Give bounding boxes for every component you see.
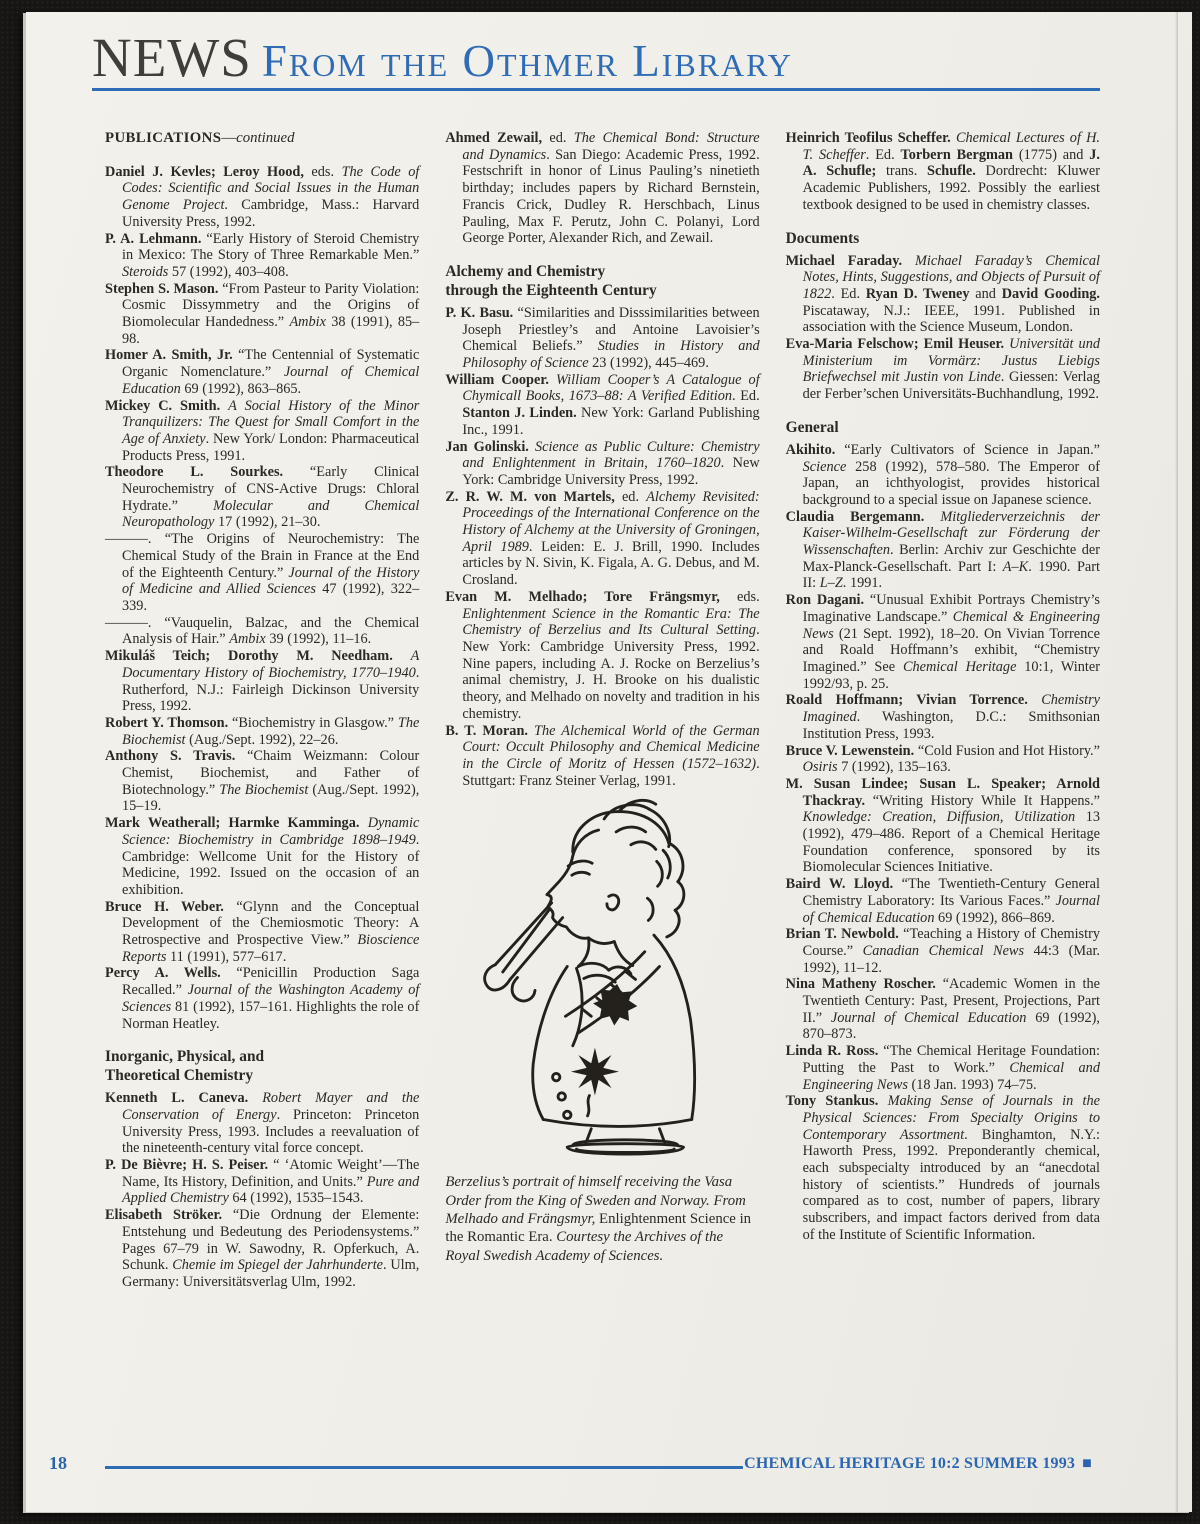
text-segment: Chemistry Imagined (802, 692, 1100, 726)
text-segment: Bruce V. Lewenstein. (785, 742, 915, 759)
text-segment: Jan Golinski. (445, 438, 529, 455)
text-segment: “From Pasteur to Parity Violation: Cosmic Dissymmetry and the Origins of Biomolecular Handedness.” (122, 280, 420, 331)
text-segment: Science as Public Culture: Chemistry and Enlightenment in Britain, 1760–1820 (462, 438, 760, 472)
text-segment: 69 (1992), 870–873. (802, 1009, 1100, 1043)
text-segment: 7 (1992), 135–163. (837, 759, 951, 776)
text-segment: Theodore L. Sourkes. (105, 464, 284, 481)
bibliography-entry (445, 723, 759, 790)
text-segment: 39 (1992), 11–16. (265, 631, 372, 648)
bibliography-columns (26, 130, 1192, 1291)
text-segment: . Ed. (831, 285, 866, 302)
text-segment: Baird W. Lloyd. (785, 876, 894, 893)
text-segment: The Biochemist (122, 714, 420, 748)
bibliography-entry (105, 347, 419, 397)
text-segment: “Writing History While It Happens.” (865, 792, 1100, 809)
page-title (92, 26, 793, 89)
page-crease (1175, 12, 1178, 1512)
text-segment: Dordrecht: Kluwer Academic Publishers, 1992. Possibly the earliest textbook designed to be used in chemistry classes. (802, 163, 1101, 213)
text-segment: Alchemy Revisited: Proceedings of the International Conference on the History of Alchemy at the University of Groningen, April 1989 (462, 488, 760, 555)
text-segment: Roald Hoffmann; Vivian Torrence. (785, 692, 1028, 709)
text-segment: 10:1, Winter 1992/93, p. 25. (802, 658, 1100, 692)
bibliography-entry (105, 815, 419, 899)
bibliography-entry (786, 336, 1100, 403)
section-heading (786, 418, 1100, 437)
column-right (786, 130, 1100, 1291)
text-segment: . New York/ London: Pharmaceutical Products Press, 1991. (122, 430, 420, 464)
text-segment: Ron Dagani. (785, 592, 865, 609)
text-segment: Mitgliederverzeichnis der Kaiser-Wilhelm-Gesellschaft zur Förderung der Wissenschaften (802, 508, 1100, 559)
text-segment: Ambix (289, 314, 326, 331)
publications-continued-label (105, 130, 419, 147)
text-segment: “Early Cultivators of Science in Japan.” (835, 441, 1100, 458)
text-segment: (Aug./Sept. 1992), 22–26. (185, 731, 339, 748)
text-segment: Evan M. Melhado; Tore Frängsmyr, (445, 588, 720, 605)
text-segment: Mark Weatherall; Harmke Kamminga. (105, 815, 360, 832)
text-segment: William Cooper’s A Catalogue of Chymicall Books, 1673–88: A Verified Edition (462, 371, 760, 405)
bibliography-entry (445, 130, 759, 247)
text-segment: — (221, 130, 237, 146)
text-segment: . Giessen: Verlag der Ferber’schen Universitäts-Buchhandlung, 1992. (802, 369, 1100, 403)
text-segment: . Ulm, Germany: Universitätsverlag Ulm, 1992. (122, 1257, 420, 1290)
bibliography-entry (786, 876, 1100, 926)
text-segment: Journal of Chemical Education (802, 892, 1100, 926)
text-segment: “Unusual Exhibit Portrays Chemistry’s Imaginative Landscape.” (802, 592, 1100, 625)
text-segment: “Early Clinical Neurochemistry of CNS-Active Drugs: Chloral Hydrate.” (122, 464, 420, 514)
text-segment: A–K (1002, 558, 1029, 575)
text-segment: Journal of Chemical Education (830, 1009, 1027, 1026)
bibliography-entry (786, 592, 1100, 692)
text-segment: ———. “Vauquelin, Balzac, and the Chemical Analysis of Hair.” (105, 614, 420, 648)
text-segment: “Penicillin Production Saga Recalled.” (122, 965, 420, 999)
text-segment: Ahmed Zewail, (445, 130, 543, 146)
column-middle (445, 130, 759, 1291)
text-segment: Robert Mayer and the Conservation of Energy (122, 1090, 420, 1123)
text-segment (248, 1090, 262, 1106)
section-heading-line: Alchemy and Chemistry (445, 262, 606, 280)
bibliography-entry (445, 305, 759, 372)
end-square-mark: ■ (1082, 1455, 1092, 1472)
text-segment: PUBLICATIONS (105, 130, 222, 146)
text-segment: Journal of Chemical Education (122, 364, 420, 397)
text-segment: 81 (1992), 157–161. Highlights the role of Norman Heatley. (122, 998, 420, 1032)
text-segment: “The Chemical Heritage Foundation: Putting the Past to Work.” (802, 1043, 1100, 1076)
text-segment: . Washington, D.C.: Smithsonian Institution Press, 1993. (802, 709, 1100, 742)
text-segment: . New York: Cambridge University Press, 1992. Nine papers, including A. J. Rocke on Berzelius’s animal chemistry, J. H. Brooke on his dualistic theory, and Melhado on novelty and tradition in his chemistry. (462, 622, 760, 722)
bibliography-entry (786, 253, 1100, 337)
text-segment: “Cold Fusion and Hot History.” (914, 742, 1100, 759)
bibliography-entry (105, 531, 419, 615)
text-segment: “The Centennial of Systematic Organic Nomenclature.” (122, 347, 420, 381)
text-segment: “Similarities and Disssimilarities between Joseph Priestley’s and Antoine Lavoisier’s Chemical Beliefs.” (462, 304, 760, 355)
text-segment: . Ed. (865, 146, 901, 163)
text-segment: 38 (1991), 85–98. (122, 314, 420, 347)
text-segment: Torbern Bergman (900, 146, 1014, 163)
text-segment: continued (236, 130, 295, 146)
text-segment: Journal of the Washington Academy of Sciences (122, 982, 420, 1015)
text-segment: William Cooper. (445, 371, 549, 388)
text-segment: . Princeton: Princeton University Press, 1993. Includes a reevaluation of the nineteenth-century vital force concept. (122, 1106, 420, 1157)
text-segment (549, 372, 556, 388)
text-segment: (21 Sept. 1992), 18–20. On Vivian Torrence and Roald Hoffmann’s exhibit, “Chemistry Imagined.” See (802, 625, 1100, 675)
text-segment: The Alchemical World of the German Court: Occult Philosophy and Chemical Medicine in the Circle of Moritz of Hessen (1572–1632) (462, 722, 760, 772)
text-segment: Science (802, 458, 847, 475)
text-segment: Michael Faraday. (785, 252, 903, 269)
text-segment: 17 (1992), 21–30. (214, 514, 321, 531)
text-segment: 64 (1992), 1535–1543. (228, 1190, 364, 1207)
bibliography-entry (105, 231, 419, 281)
bibliography-entry (786, 743, 1100, 776)
bibliography-entry (105, 1157, 419, 1207)
text-segment: 11 (1991), 577–617. (166, 948, 287, 965)
journal-credit (744, 1455, 1092, 1473)
section-heading (105, 1047, 419, 1085)
text-segment: P. De Bièvre; H. S. Peiser. (105, 1157, 269, 1174)
bibliography-entry (786, 1093, 1100, 1243)
section-heading (786, 229, 1100, 248)
text-segment: Dynamic Science: Biochemistry in Cambridge 1898–1949 (122, 815, 420, 848)
section-heading (445, 262, 759, 300)
bibliography-entry (105, 1090, 419, 1157)
text-segment: . Binghamton, N.Y.: Haworth Press, 1992. Preponderantly chemical, each subspecialty introduced by an “anecdotal history of scientists.” Hundreds of journals compared as to cost, number of papers, library subscribers, and impact factors derived from data of the Institute of Scientific Information. (802, 1126, 1101, 1243)
magazine-page (26, 12, 1192, 1512)
text-segment: Making Sense of Journals in the Physical Sciences: From Specialty Origins to Contemporary Assortment (802, 1093, 1101, 1143)
page-number: 18 (49, 1453, 67, 1473)
text-segment: ed. (542, 130, 574, 146)
text-segment (220, 398, 228, 414)
text-segment: Tony Stankus. (785, 1093, 879, 1110)
text-segment: Homer A. Smith, Jr. (105, 347, 233, 364)
text-segment: 23 (1992), 445–469. (588, 355, 709, 372)
bibliography-entry (105, 715, 419, 748)
text-segment: Brian T. Newbold. (785, 926, 899, 943)
text-segment (902, 253, 915, 269)
text-segment: . Ed. (732, 388, 760, 405)
text-segment: “Glynn and the Conceptual Development of the Chemiosmotic Theory: A Retrospective and Prospective View.” (122, 898, 420, 949)
bibliography-entry (786, 976, 1100, 1043)
text-segment: Universität und Ministerium im Vormärz: Justus Liebigs Briefwechsel mit Justin von Linde (802, 336, 1100, 386)
title-lead: NEWS (92, 27, 252, 88)
text-segment: 69 (1992), 866–869. (934, 909, 1055, 926)
text-segment: 57 (1992), 403–408. (168, 263, 289, 280)
text-segment: A Documentary History of Biochemistry, 1770–1940 (122, 648, 420, 681)
text-segment: Ambix (229, 631, 266, 648)
text-segment: Pure and Applied Chemistry (122, 1173, 420, 1207)
text-segment: . Cambridge: Wellcome Unit for the History of Medicine, 1992. Issued on the occasion of an exhibition. (122, 831, 420, 898)
text-segment: “ ‘Atomic Weight’—The Name, Its History, Definition, and Units.” (122, 1157, 420, 1190)
text-segment: “Academic Women in the Twentieth Century: Past, Present, Projections, Part II.” (802, 976, 1100, 1026)
column-left (105, 130, 419, 1291)
text-segment: Osiris (802, 759, 838, 776)
text-segment: (Aug./Sept. 1992), 15–19. (122, 781, 420, 815)
text-segment: Bruce H. Weber. (105, 898, 224, 915)
bibliography-entry (105, 464, 419, 531)
bibliography-entry (105, 398, 419, 465)
berzelius-caricature-drawing (464, 795, 741, 1164)
journal-credit-text: CHEMICAL HERITAGE 10:2 SUMMER 1993 (744, 1455, 1076, 1472)
text-segment: 69 (1992), 863–865. (180, 380, 302, 397)
text-segment: trans. (876, 163, 927, 180)
bibliography-entry (786, 509, 1100, 593)
text-segment: Robert Y. Thomson. (105, 714, 229, 731)
text-segment: Percy A. Wells. (105, 965, 221, 982)
text-segment: Piscataway, N.J.: IEEE, 1991. Published in association with the Science Museum, London. (802, 302, 1100, 336)
bibliography-entry (105, 648, 419, 715)
text-segment: Michael Faraday’s Chemical Notes, Hints, Suggestions, and Objects of Pursuit of 1822 (802, 252, 1101, 302)
text-segment: Schufle. (927, 163, 976, 180)
bibliography-entry (105, 164, 419, 231)
text-segment: Stephen S. Mason. (105, 280, 219, 297)
bibliography-entry (105, 965, 419, 1032)
text-segment: 47 (1992), 322–339. (122, 581, 420, 614)
text-segment: . Stuttgart: Franz Steiner Verlag, 1991. (462, 755, 760, 789)
title-rest: From the Othmer Library (261, 36, 793, 86)
text-segment: The Biochemist (219, 781, 309, 798)
text-segment: New York: Garland Publishing Inc., 1991. (462, 405, 760, 438)
text-segment: . New York: Cambridge University Press, 1992. (462, 455, 760, 488)
text-segment: Bioscience Reports (122, 932, 420, 965)
text-segment: Mikuláš Teich; Dorothy M. Needham. (105, 648, 393, 665)
section-heading-line: Theoretical Chemistry (105, 1067, 254, 1085)
bibliography-entry (445, 489, 759, 589)
text-segment: Daniel J. Kevles; Leroy Hood, (105, 163, 304, 180)
text-segment: Nina Matheny Roscher. (785, 976, 936, 993)
bibliography-entry (105, 615, 419, 648)
text-segment: . 1991. (842, 575, 883, 592)
text-segment: . Cambridge, Mass.: Harvard University Press, 1992. (122, 197, 420, 230)
text-segment: Chemie im Spiegel der Jahrhunderte (172, 1257, 384, 1274)
text-segment: The Chemical Bond: Structure and Dynamics (462, 130, 760, 163)
bibliography-entry (786, 442, 1100, 509)
text-segment: Anthony S. Travis. (105, 748, 236, 765)
text-segment: Elisabeth Ströker. (105, 1207, 223, 1224)
text-segment: Berzelius’s portrait of himself receiving the Vasa Order from the King of Sweden and Norway. From Melhado and Frängsmyr, (445, 1174, 746, 1227)
section-heading-line: Documents (785, 229, 860, 247)
bibliography-entry (105, 281, 419, 348)
text-segment: Canadian Chemical News (862, 942, 1025, 959)
bibliography-entry (786, 1043, 1100, 1093)
footer-rule (105, 1466, 743, 1469)
text-segment: Chemical Lectures of H. T. Scheffer (802, 130, 1100, 163)
bibliography-entry (786, 926, 1100, 976)
text-segment (1028, 692, 1041, 708)
text-segment: “Biochemistry in Glasgow.” (228, 714, 398, 731)
text-segment: P. A. Lehmann. (105, 230, 202, 247)
text-segment: “Chaim Weizmann: Colour Chemist, Biochemist, and Father of Biotechnology.” (122, 748, 420, 798)
text-segment (924, 509, 940, 525)
text-segment: eds. (303, 163, 342, 180)
text-segment: . Berlin: Archiv zur Geschichte der Max-Planck-Gesellschaft. Part I: (802, 542, 1100, 575)
bibliography-entry (105, 1207, 419, 1291)
text-segment: Kenneth L. Caneva. (105, 1090, 249, 1107)
text-segment: “The Twentieth-Century General Chemistry Laboratory: Its Various Faces.” (802, 876, 1100, 909)
text-segment: ———. “The Origins of Neurochemistry: The Chemical Study of the Brain in France at the End of the Eighteenth Century.” (105, 531, 420, 581)
text-segment: . 1990. Part II: (802, 558, 1100, 592)
text-segment: Steroids (122, 263, 169, 280)
text-segment: Mickey C. Smith. (105, 397, 221, 414)
text-segment (359, 815, 367, 831)
section-heading-line: through the Eighteenth Century (445, 281, 657, 299)
figure-caption (445, 1173, 759, 1265)
text-segment: eds. (719, 588, 760, 605)
text-segment: Enlightenment Science in the Romantic Era: The Chemistry of Berzelius and Its Cultural Setting (462, 605, 760, 639)
text-segment: and (969, 285, 1002, 302)
text-segment: Knowledge: Creation, Diffusion, Utilization (802, 809, 1076, 826)
text-segment: Chemical and Engineering News (802, 1059, 1100, 1093)
bibliography-entry (445, 589, 759, 723)
bibliography-entry (445, 439, 759, 489)
text-segment: . Leiden: E. J. Brill, 1990. Includes articles by N. Sivin, K. Figala, A. G. Debus, and M. Crosland. (462, 538, 760, 589)
bibliography-entry (445, 372, 759, 439)
text-segment: Chemical & Engineering News (802, 608, 1100, 642)
text-segment (393, 648, 411, 664)
text-segment: “Teaching a History of Chemistry Course.” (802, 926, 1100, 959)
text-segment: Chemical Heritage (902, 658, 1017, 675)
text-segment: B. T. Moran. (445, 722, 528, 739)
text-segment: L–Z (819, 575, 843, 592)
bibliography-entry (105, 899, 419, 966)
text-segment: Heinrich Teofilus Scheffer. (785, 130, 951, 146)
text-segment: Enlightenment Science in the Romantic Era. (445, 1210, 752, 1246)
text-segment: Journal of the History of Medicine and Allied Sciences (122, 564, 420, 598)
text-segment: Molecular and Chemical Neuropathology (122, 497, 420, 531)
section-heading-line: Inorganic, Physical, and (105, 1048, 265, 1066)
text-segment: 258 (1992), 578–580. The Emperor of Japan, an ichthyologist, provides historical background to a special issue on Japanese science. (802, 458, 1100, 508)
text-segment (878, 1093, 887, 1109)
text-segment: Ryan D. Tweney (865, 285, 970, 302)
text-segment: “Die Ordnung der Elemente: Entstehung und Bedeutung des Periodensystems.” Pages 67–79 in W. Sawodny, R. Opferkuch, A. Schunk. (122, 1207, 420, 1274)
text-segment: Courtesy the Archives of the Royal Swedish Academy of Sciences. (445, 1229, 724, 1264)
text-segment: (18 Jan. 1993) 74–75. (907, 1076, 1037, 1093)
section-heading-line: General (785, 418, 839, 436)
text-segment: 44:3 (Mar. 1992), 11–12. (802, 942, 1100, 976)
text-segment: Claudia Bergemann. (785, 508, 925, 525)
masthead-rule (92, 88, 1100, 91)
text-segment: . Rutherford, N.J.: Fairleigh Dickinson University Press, 1992. (122, 664, 420, 715)
bibliography-entry (786, 776, 1100, 876)
berzelius-caricature (445, 795, 759, 1164)
text-segment: The Code of Codes: Scientific and Social Issues in the Human Genome Project (122, 163, 420, 214)
text-segment: David Gooding. (1001, 285, 1101, 302)
text-segment: Linda R. Ross. (785, 1043, 879, 1060)
text-segment: . San Diego: Academic Press, 1992. Festschrift in honor of Linus Pauling’s ninetieth birthday; includes papers by Richard Bernstein, Francis Crick, Dudley R. Herschbach, Linus Pauling, Max F. Perutz, John C. Polanyi, Lord George Porter, Alexander Rich, and Zewail. (462, 146, 760, 247)
bibliography-entry (786, 692, 1100, 742)
bibliography-entry (786, 130, 1100, 214)
text-segment: A Social History of the Minor Tranquilizers: The Quest for Small Comfort in the Age of Anxiety (122, 397, 420, 447)
text-segment: Akihito. (785, 441, 836, 458)
page-footer (26, 1453, 1192, 1483)
text-segment: Z. R. W. M. von Martels, (445, 488, 615, 505)
text-segment: (1775) and (1013, 146, 1090, 163)
text-segment: Studies in History and Philosophy of Science (462, 338, 760, 372)
bibliography-entry (105, 748, 419, 815)
text-segment: P. K. Basu. (445, 304, 514, 321)
text-segment: Stanton J. Linden. (462, 405, 577, 422)
text-segment: “Early History of Steroid Chemistry in Mexico: The Story of Three Remarkable Men.” (122, 230, 420, 264)
text-segment: M. Susan Lindee; Susan L. Speaker; Arnold Thackray. (785, 775, 1100, 809)
text-segment: Eva-Maria Felschow; Emil Heuser. (785, 336, 1005, 353)
text-segment: J. A. Schufle; (802, 146, 1100, 180)
text-segment: ed. (614, 488, 647, 505)
text-segment: 13 (1992), 479–486. Report of a Chemical Heritage Foundation conference, sponsored by its Biomolecular Sciences Initiative. (802, 809, 1100, 876)
